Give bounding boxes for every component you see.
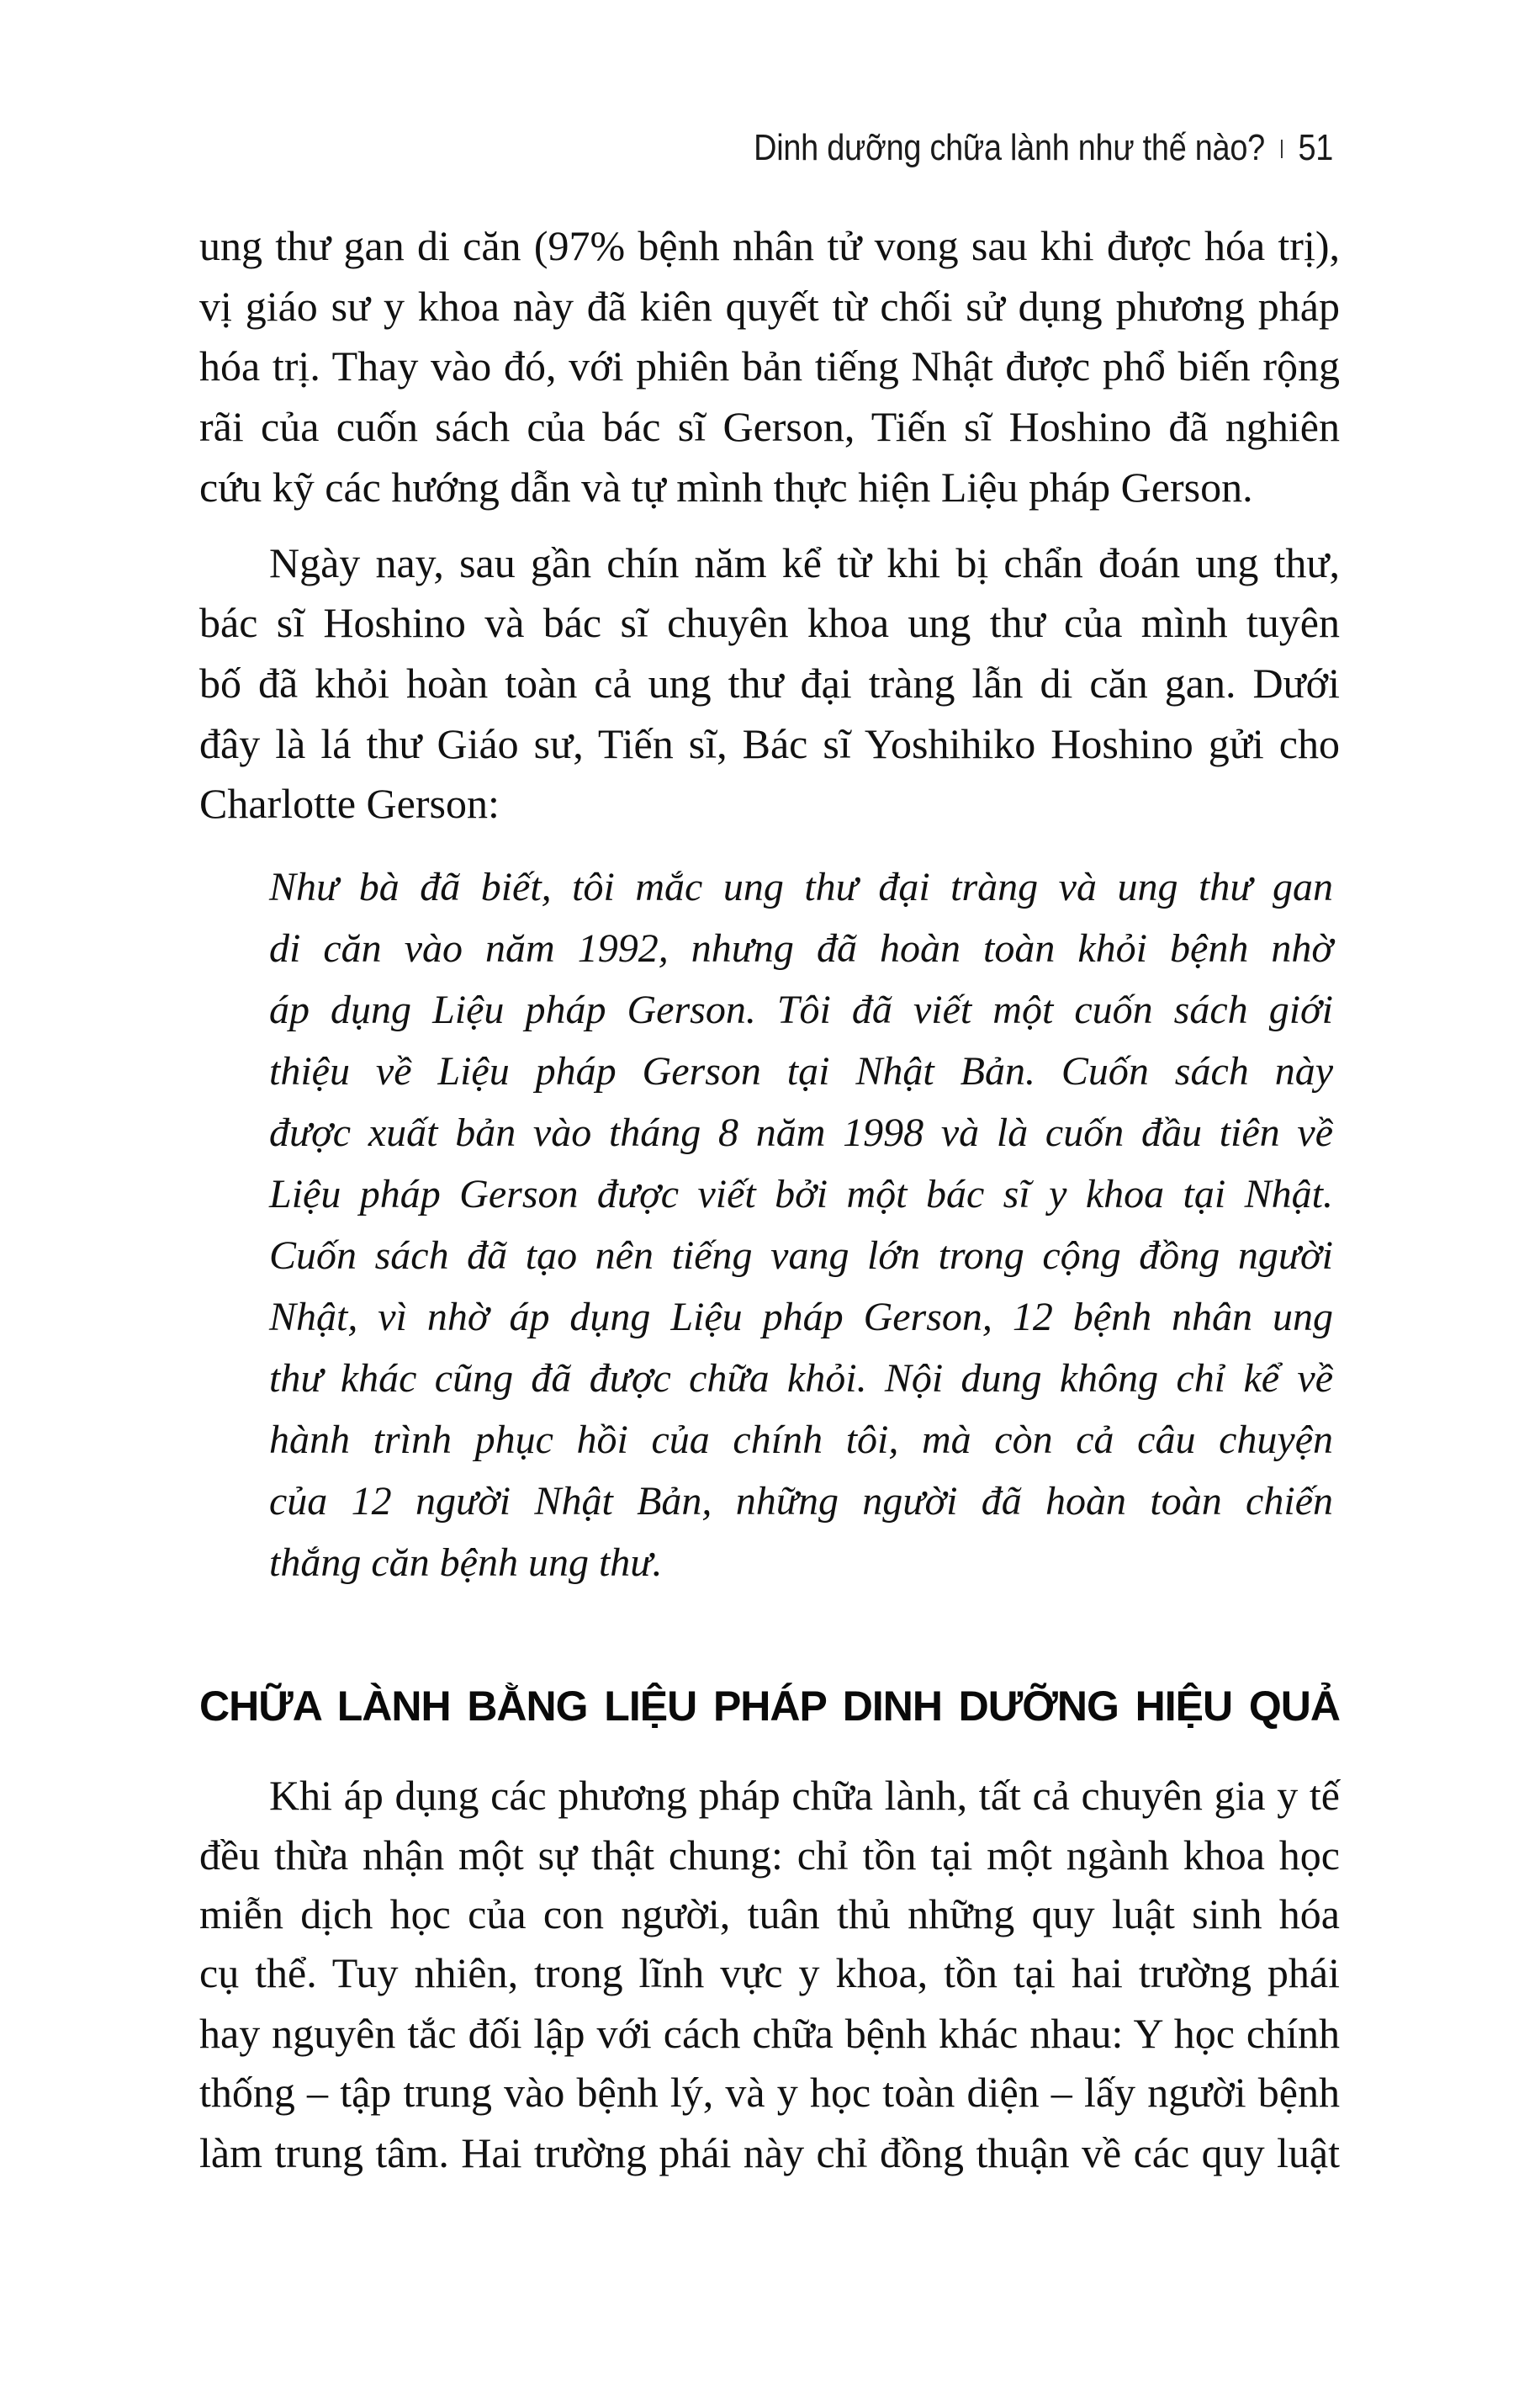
quote-line: Liệu pháp Gerson được viết bởi một bác sĩ y khoa tại Nhật. xyxy=(269,1172,1333,1216)
quote-line: Như bà đã biết, tôi mắc ung thư đại tràng và ung thư gan xyxy=(269,865,1333,909)
text-line: Khi áp dụng các phương pháp chữa lành, tất cả chuyên gia y tế xyxy=(269,1772,1340,1819)
section-heading: CHỮA LÀNH BẰNG LIỆU PHÁP DINH DƯỠNG HIỆU QUẢ xyxy=(199,1683,1340,1730)
text-line: miễn dịch học của con người, tuân thủ những quy luật sinh hóa xyxy=(199,1890,1340,1937)
text-line: đều thừa nhận một sự thật chung: chỉ tồn tại một ngành khoa học xyxy=(199,1831,1340,1879)
text-line: đây là lá thư Giáo sư, Tiến sĩ, Bác sĩ Yoshihiko Hoshino gửi cho xyxy=(199,720,1340,767)
quote-line: áp dụng Liệu pháp Gerson. Tôi đã viết một cuốn sách giới xyxy=(269,988,1333,1032)
running-head-title: Dinh dưỡng chữa lành như thế nào? xyxy=(754,127,1265,168)
text-line: ung thư gan di căn (97% bệnh nhân tử vong sau khi được hóa trị), xyxy=(199,222,1340,269)
text-line: bác sĩ Hoshino và bác sĩ chuyên khoa ung thư của mình tuyên xyxy=(199,599,1340,646)
quote-line: Cuốn sách đã tạo nên tiếng vang lớn trong cộng đồng người xyxy=(269,1233,1333,1278)
text-line: làm trung tâm. Hai trường phái này chỉ đồng thuận về các quy luật xyxy=(199,2129,1340,2176)
text-line: Ngày nay, sau gần chín năm kể từ khi bị chẩn đoán ung thư, xyxy=(269,539,1340,586)
running-head xyxy=(754,128,1333,168)
quote-line: thắng căn bệnh ung thư. xyxy=(269,1540,663,1585)
text-line: bố đã khỏi hoàn toàn cả ung thư đại tràng lẫn di căn gan. Dưới xyxy=(199,660,1340,707)
text-line: rãi của cuốn sách của bác sĩ Gerson, Tiến sĩ Hoshino đã nghiên xyxy=(199,403,1340,450)
quote-line: hành trình phục hồi của chính tôi, mà còn cả câu chuyện xyxy=(269,1418,1333,1462)
header-separator xyxy=(1281,140,1283,158)
text-line: Charlotte Gerson: xyxy=(199,780,500,827)
text-line: cứu kỹ các hướng dẫn và tự mình thực hiện Liệu pháp Gerson. xyxy=(199,464,1253,511)
quote-line: di căn vào năm 1992, nhưng đã hoàn toàn khỏi bệnh nhờ xyxy=(269,926,1333,971)
quote-line: được xuất bản vào tháng 8 năm 1998 và là cuốn đầu tiên về xyxy=(269,1110,1333,1155)
quote-line: thư khác cũng đã được chữa khỏi. Nội dung không chỉ kể về xyxy=(269,1356,1333,1401)
quote-line: Nhật, vì nhờ áp dụng Liệu pháp Gerson, 12 bệnh nhân ung xyxy=(269,1295,1333,1339)
quote-line: thiệu về Liệu pháp Gerson tại Nhật Bản. Cuốn sách này xyxy=(269,1049,1333,1094)
text-line: hóa trị. Thay vào đó, với phiên bản tiếng Nhật được phổ biến rộng xyxy=(199,342,1340,390)
page-number: 51 xyxy=(1298,127,1333,168)
text-line: vị giáo sư y khoa này đã kiên quyết từ chối sử dụng phương pháp xyxy=(199,283,1340,330)
quote-line: của 12 người Nhật Bản, những người đã hoàn toàn chiến xyxy=(269,1479,1333,1524)
text-line: thống – tập trung vào bệnh lý, và y học toàn diện – lấy người bệnh xyxy=(199,2069,1340,2116)
text-line: hay nguyên tắc đối lập với cách chữa bệnh khác nhau: Y học chính xyxy=(199,2010,1340,2057)
text-line: cụ thể. Tuy nhiên, trong lĩnh vực y khoa, tồn tại hai trường phái xyxy=(199,1949,1340,1996)
